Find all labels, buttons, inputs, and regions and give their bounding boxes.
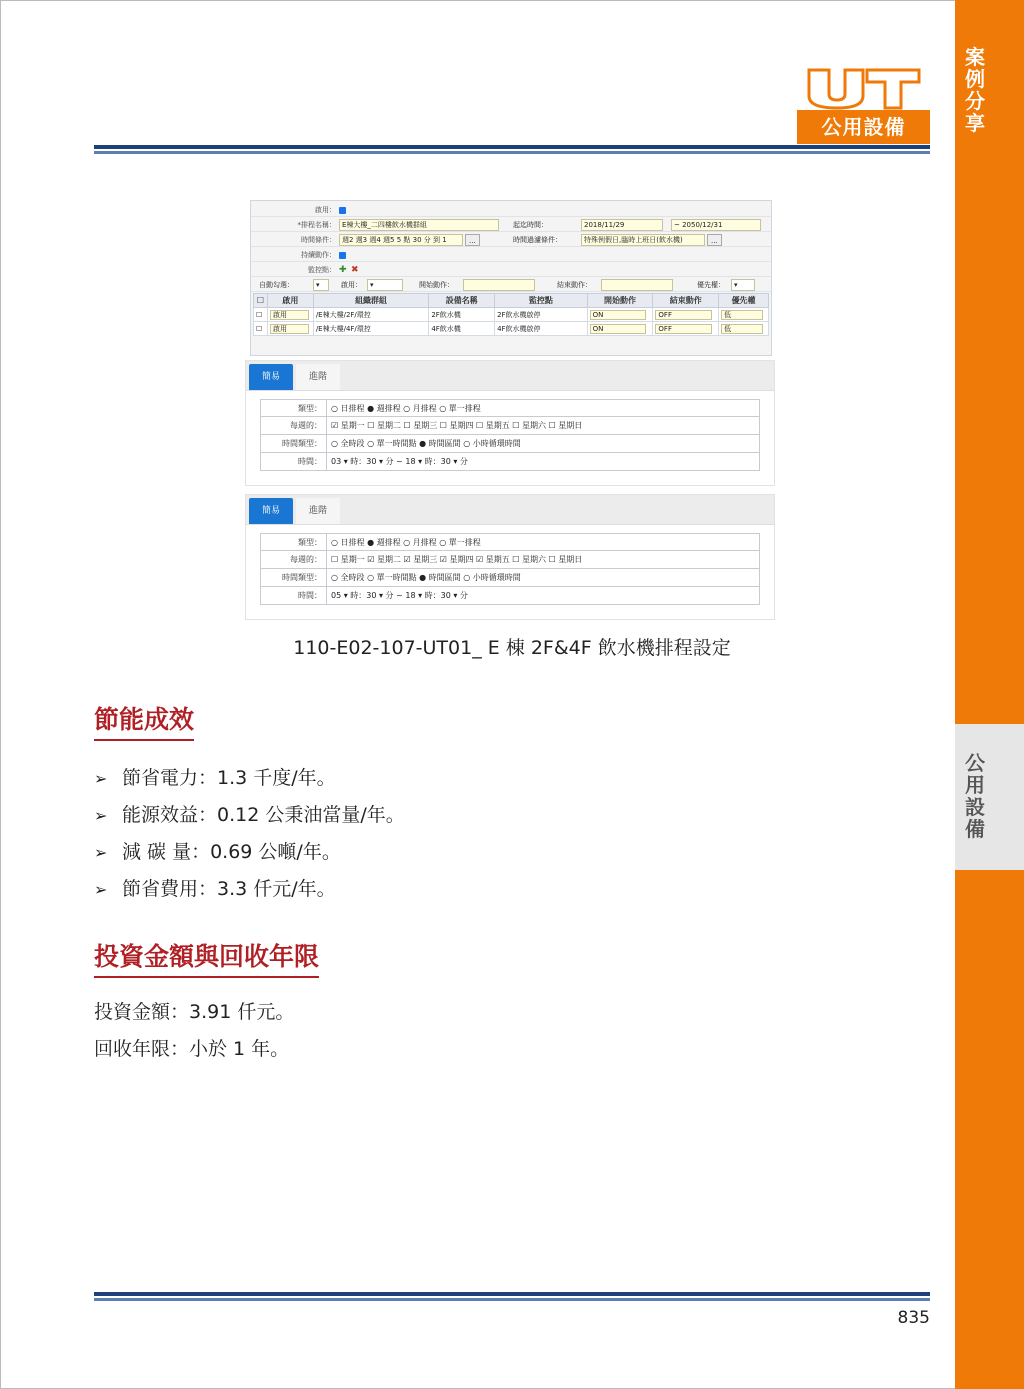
section-title-investment: 投資金額與回收年限 [94, 937, 319, 978]
time-row [260, 453, 760, 471]
weekday-checkboxes[interactable]: ☑ 星期一 ☐ 星期二 ☐ 星期三 ☐ 星期四 ☐ 星期五 ☐ 星期六 ☐ 星期日 [331, 421, 583, 430]
time-selects[interactable]: 03 ▾ 時：30 ▾ 分 ~ 18 ▾ 時：30 ▾ 分 [331, 457, 468, 466]
tab-advanced[interactable]: 進階 [296, 498, 340, 524]
device-table [253, 293, 769, 336]
continuous-row [251, 248, 771, 262]
batch-priority-dropdown[interactable]: ▾ [731, 279, 755, 291]
time-type-radios[interactable]: ○ 全時段 ○ 單一時間點 ● 時間區間 ○ 小時循環時間 [331, 573, 521, 582]
batch-enable-label: 啟用： [341, 281, 362, 289]
row-device-name: 2F飲水機 [429, 308, 495, 322]
schedule-form-panel [250, 200, 772, 356]
auto-select-dropdown[interactable]: ▾ [313, 279, 329, 291]
batch-enable-dropdown[interactable]: ▾ [367, 279, 403, 291]
weekly-label: 每週的： [261, 551, 327, 568]
row-org-group: /E棟大樓/4F/環控 [313, 322, 429, 336]
type-label: 類型： [261, 534, 327, 550]
row-org-group: /E棟大樓/2F/環控 [313, 308, 429, 322]
type-row [260, 533, 760, 551]
time-label: 時間： [261, 453, 327, 470]
row-checkbox[interactable]: ☐ [254, 322, 268, 336]
control-point-row [251, 263, 771, 277]
time-type-label: 時間類型： [261, 569, 327, 586]
batch-end-action-input[interactable] [601, 279, 673, 291]
table-row [254, 322, 769, 336]
batch-start-action-label: 開始動作： [419, 281, 454, 289]
col-enable: 啟用 [268, 294, 314, 308]
options-grid [260, 399, 760, 471]
list-item [94, 797, 405, 834]
time-selects[interactable]: 05 ▾ 時：30 ▾ 分 ~ 18 ▾ 時：30 ▾ 分 [331, 591, 468, 600]
section-title-energy-savings: 節能成效 [94, 700, 194, 741]
time-row [260, 587, 760, 605]
ut-logo-mark [805, 66, 923, 110]
row-control-point: 2F飲水機啟停 [495, 308, 588, 322]
ut-logo-badge: 公用設備 [797, 110, 930, 144]
type-row [260, 399, 760, 417]
arrow-bullet-icon: ➢ [94, 843, 108, 862]
weekly-row [260, 551, 760, 569]
list-item-text: 能源效益：0.12 公秉油當量/年。 [122, 804, 405, 826]
col-end-action: 結束動作 [653, 294, 719, 308]
row-checkbox[interactable]: ☐ [254, 308, 268, 322]
batch-end-action-label: 結束動作： [557, 281, 592, 289]
weekday-checkboxes[interactable]: ☐ 星期一 ☑ 星期二 ☑ 星期三 ☑ 星期四 ☑ 星期五 ☐ 星期六 ☐ 星期日 [331, 555, 583, 564]
control-point-label: 監控點： [308, 266, 336, 274]
list-item-text: 節省電力：1.3 千度/年。 [122, 767, 336, 789]
schedule-name-input[interactable]: E棟大樓_二四樓飲水機群組 [339, 219, 499, 231]
header-rule [94, 145, 930, 154]
enable-row [251, 203, 771, 217]
auto-select-label: 自動勾選： [259, 281, 294, 289]
page-number: 835 [897, 1308, 930, 1328]
arrow-bullet-icon: ➢ [94, 806, 108, 825]
col-control-point: 監控點 [495, 294, 588, 308]
time-condition-browse-button[interactable]: ... [465, 234, 480, 246]
row-control-point: 4F飲水機啟停 [495, 322, 588, 336]
row-device-name: 4F飲水機 [429, 322, 495, 336]
list-item-text: 節省費用：3.3 仟元/年。 [122, 878, 336, 900]
time-type-row [260, 435, 760, 453]
list-item [94, 871, 405, 908]
side-tab-bottom [955, 870, 1024, 1389]
investment-lines [94, 994, 294, 1068]
tab-simple[interactable]: 簡易 [249, 364, 293, 390]
select-all-checkbox[interactable]: ☐ [254, 294, 268, 308]
energy-savings-list [94, 760, 405, 908]
start-date-input[interactable]: 2018/11/29 [581, 219, 663, 231]
ut-logo [797, 66, 930, 144]
row-end-action-select[interactable]: OFF [653, 308, 719, 322]
col-org-group: 組織群組 [313, 294, 429, 308]
enable-checkbox[interactable] [339, 204, 346, 216]
schedule-name-label: *排程名稱： [297, 221, 336, 229]
weekly-row [260, 417, 760, 435]
time-label: 時間： [261, 587, 327, 604]
batch-priority-label: 優先權： [697, 281, 725, 289]
row-priority-select[interactable]: 低 [719, 308, 769, 322]
continuous-checkbox[interactable] [339, 249, 346, 261]
batch-start-action-input[interactable] [463, 279, 535, 291]
side-tab-utility-label: 公 用 設 備 [965, 751, 985, 841]
side-tab-case-label: 案 例 分 享 [965, 45, 985, 135]
batch-row [251, 278, 771, 292]
time-type-radios[interactable]: ○ 全時段 ○ 單一時間點 ● 時間區間 ○ 小時循環時間 [331, 439, 521, 448]
time-filter-input[interactable]: 特殊例假日,臨時上班日(飲水機) [581, 234, 705, 246]
list-item-text: 減 碳 量：0.69 公噸/年。 [122, 841, 341, 863]
type-label: 類型： [261, 400, 327, 416]
row-end-action-select[interactable]: OFF [653, 322, 719, 336]
schedule-options-panel-1 [245, 360, 775, 486]
time-filter-label: 時間過濾條件： [513, 236, 562, 244]
row-start-action-select[interactable]: ON [587, 308, 653, 322]
time-filter-browse-button[interactable]: ... [707, 234, 722, 246]
type-radios[interactable]: ○ 日排程 ● 週排程 ○ 月排程 ○ 單一排程 [331, 537, 481, 547]
delete-icon[interactable]: ✖ [351, 265, 359, 275]
col-device-name: 設備名稱 [429, 294, 495, 308]
tab-advanced[interactable]: 進階 [296, 364, 340, 390]
arrow-bullet-icon: ➢ [94, 769, 108, 788]
tab-bar [246, 361, 774, 391]
time-condition-row [251, 233, 771, 247]
list-item [94, 834, 405, 871]
investment-amount: 投資金額：3.91 仟元。 [94, 1001, 295, 1023]
tab-simple[interactable]: 簡易 [249, 498, 293, 524]
row-priority-select[interactable]: 低 [719, 322, 769, 336]
row-enable-select[interactable]: 啟用 [268, 322, 314, 336]
time-condition-input[interactable]: 週2 週3 週4 週5 5 點 30 分 到 1 [339, 234, 463, 246]
arrow-bullet-icon: ➢ [94, 880, 108, 899]
tab-bar [246, 495, 774, 525]
row-start-action-select[interactable]: ON [587, 322, 653, 336]
col-priority: 優先權 [719, 294, 769, 308]
table-row [254, 308, 769, 322]
time-condition-label: 時間條件： [301, 236, 336, 244]
payback-period: 回收年限：小於 1 年。 [94, 1038, 290, 1060]
row-enable-select[interactable]: 啟用 [268, 308, 314, 322]
schedule-name-row [251, 218, 771, 232]
time-type-row [260, 569, 760, 587]
schedule-options-panel-2 [245, 494, 775, 620]
continuous-label: 持續動作： [301, 251, 336, 259]
weekly-label: 每週的： [261, 417, 327, 434]
type-radios[interactable]: ○ 日排程 ● 週排程 ○ 月排程 ○ 單一排程 [331, 403, 481, 413]
options-grid [260, 533, 760, 605]
time-type-label: 時間類型： [261, 435, 327, 452]
start-time-label: 起迄時間： [513, 221, 548, 229]
figure-caption: 110-E02-107-UT01_ E 棟 2F&4F 飲水機排程設定 [293, 637, 731, 659]
col-start-action: 開始動作 [587, 294, 653, 308]
list-item [94, 760, 405, 797]
add-icon[interactable]: ✚ [339, 265, 347, 275]
enable-label: 啟用： [315, 206, 336, 214]
footer-rule [94, 1292, 930, 1301]
end-date-input[interactable]: ~ 2050/12/31 [671, 219, 761, 231]
